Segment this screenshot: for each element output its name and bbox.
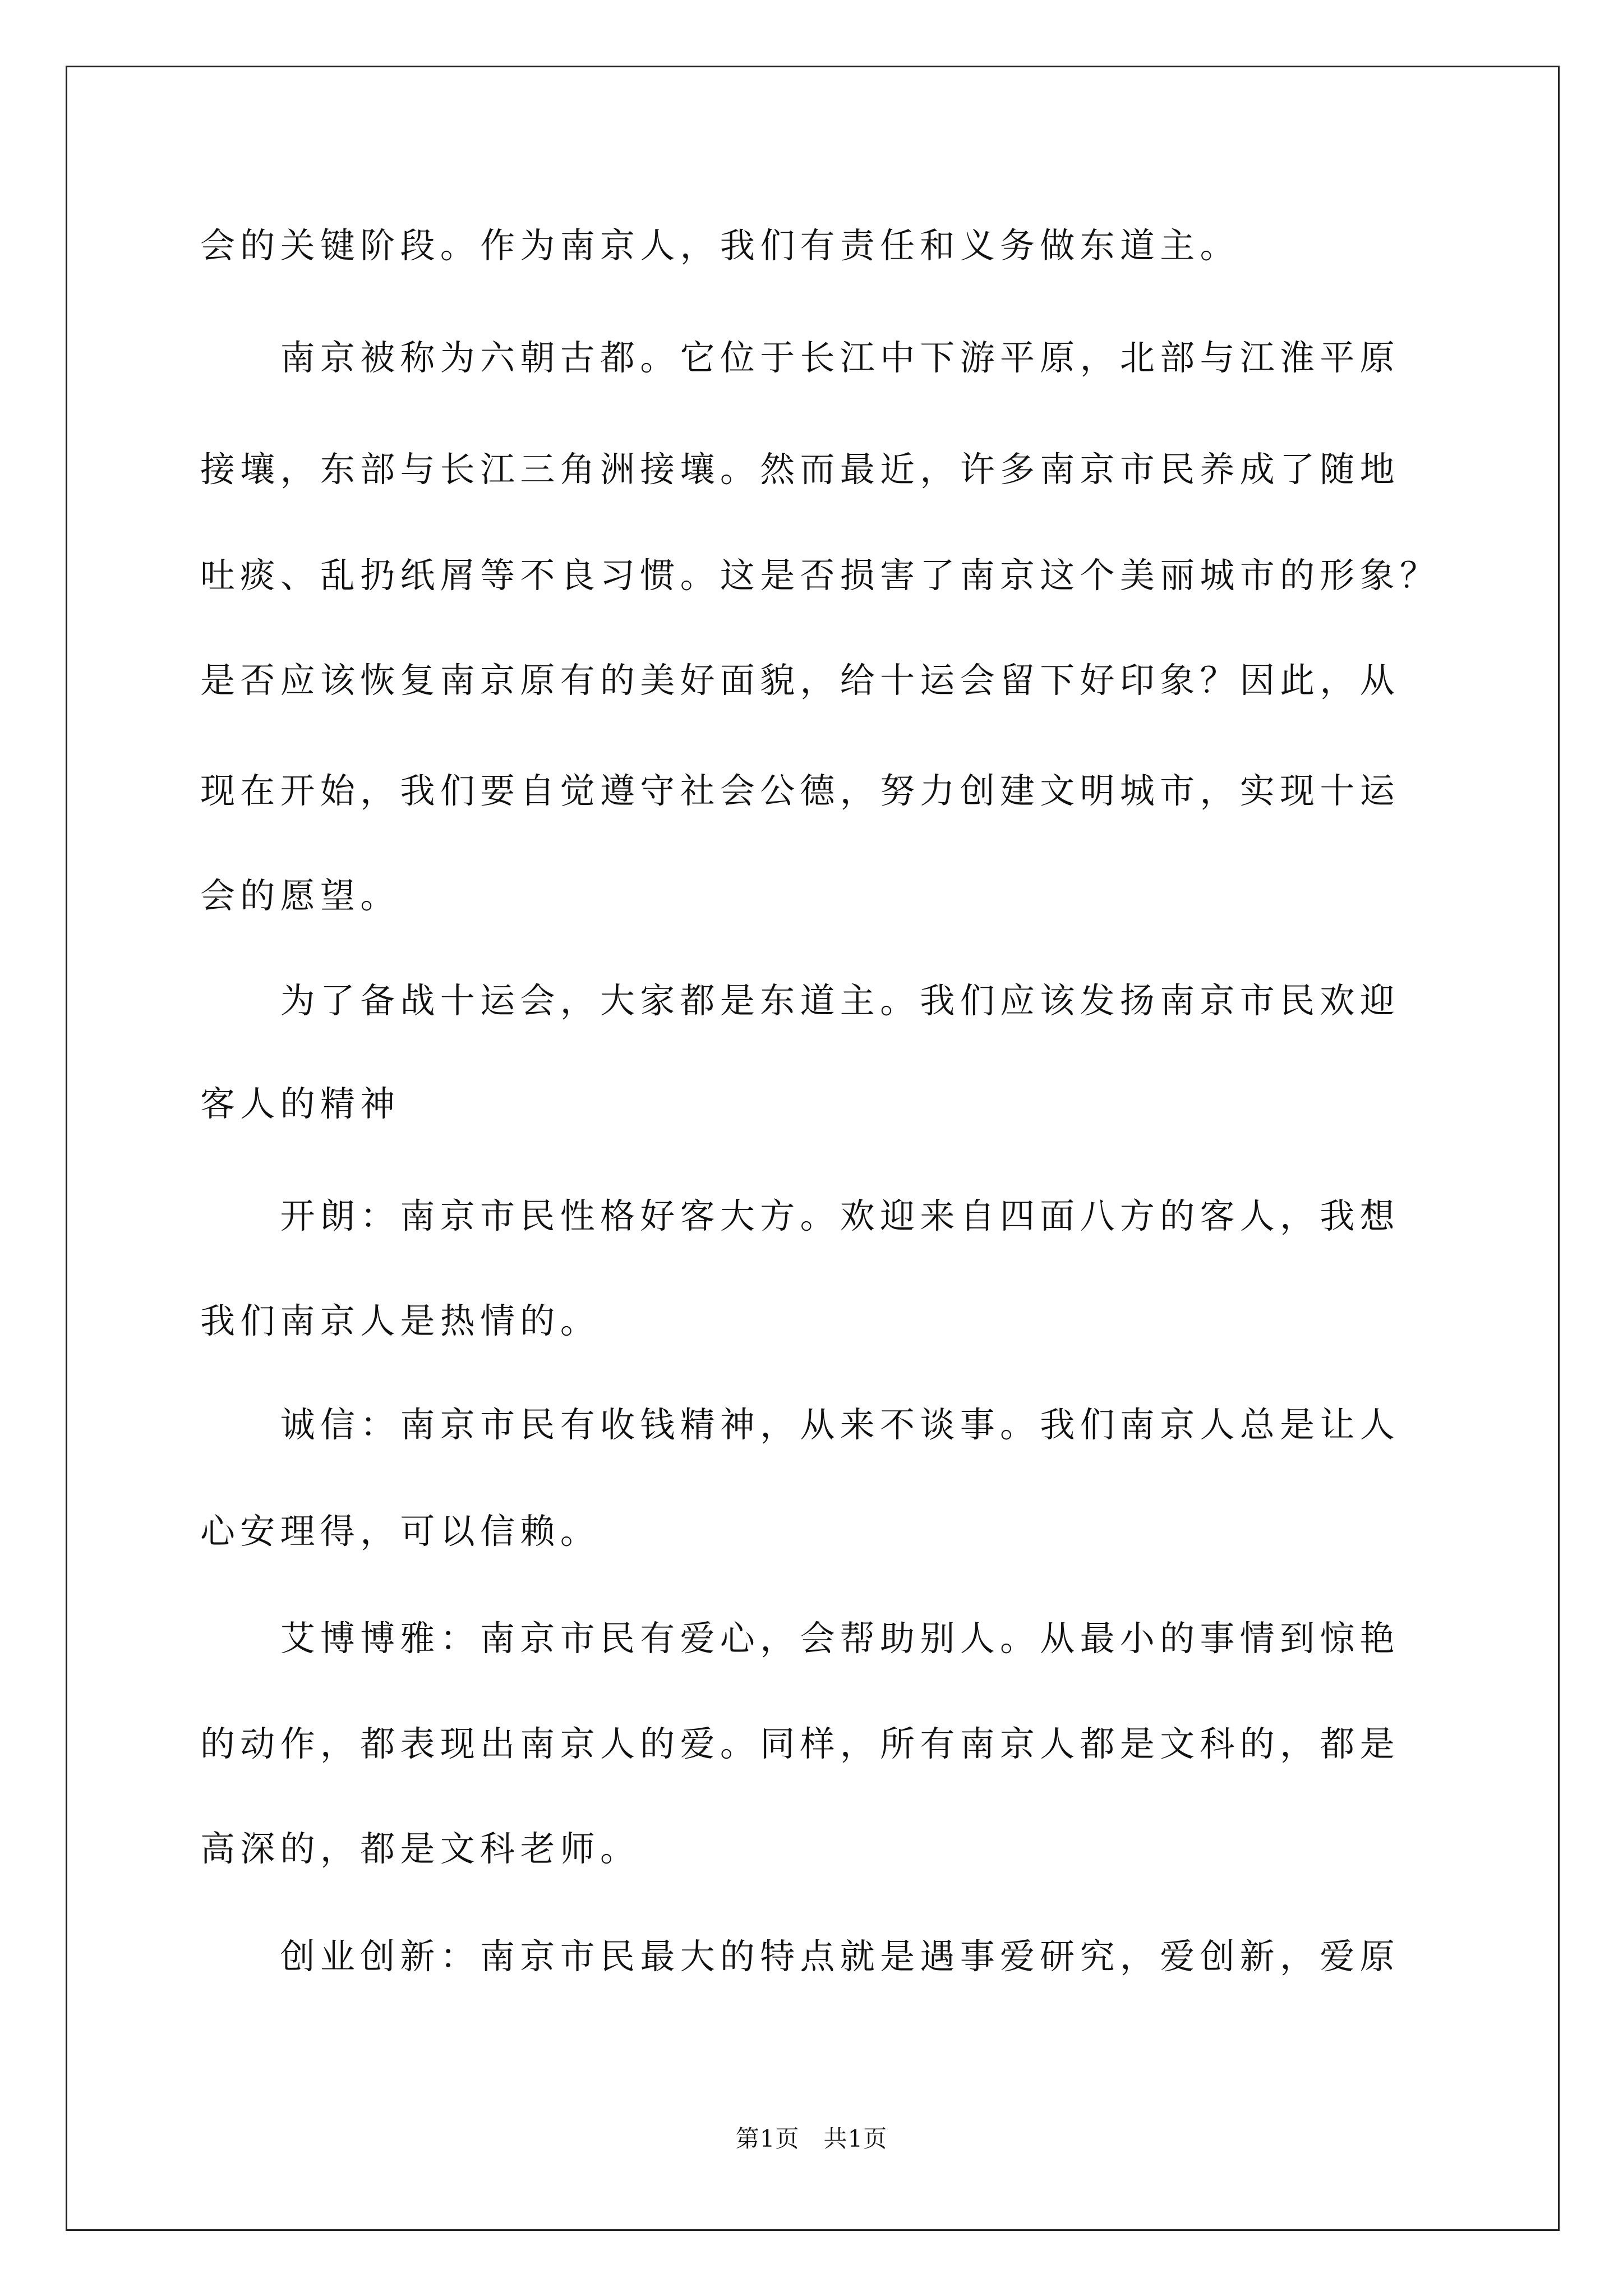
body-text-line: 为了备战十运会，大家都是东道主。我们应该发扬南京市民欢迎 [200,980,1400,1021]
body-text-line: 是否应该恢复南京原有的美好面貌，给十运会留下好印象？因此，从 [200,660,1400,701]
page-footer: 第1页 共1页 [735,2125,888,2152]
body-text-line: 南京被称为六朝古都。它位于长江中下游平原，北部与江淮平原 [200,337,1400,378]
body-text-line: 创业创新：南京市民最大的特点就是遇事爱研究，爱创新，爱原 [200,1936,1400,1977]
body-text-line: 高深的，都是文科老师。 [200,1828,640,1869]
body-text-line: 会的愿望。 [200,875,400,916]
body-text-line: 客人的精神 [200,1083,400,1124]
body-text-line: 开朗：南京市民性格好客大方。欢迎来自四面八方的客人，我想 [200,1195,1400,1236]
body-text-line: 吐痰、乱扔纸屑等不良习惯。这是否损害了南京这个美丽城市的形象？ [200,555,1440,596]
body-text-line: 艾博博雅：南京市民有爱心，会帮助别人。从最小的事情到惊艳 [200,1618,1400,1659]
body-text-line: 我们南京人是热情的。 [200,1300,601,1341]
body-text-line: 现在开始，我们要自觉遵守社会公德，努力创建文明城市，实现十运 [200,770,1400,811]
body-text-line: 会的关键阶段。作为南京人，我们有责任和义务做东道主。 [200,225,1240,266]
page-border [66,66,1560,2231]
body-text-line: 的动作，都表现出南京人的爱。同样，所有南京人都是文科的，都是 [200,1723,1400,1764]
body-text-line: 接壤，东部与长江三角洲接壤。然而最近，许多南京市民养成了随地 [200,449,1400,490]
body-text-line: 心安理得，可以信赖。 [200,1511,601,1552]
body-text-line: 诚信：南京市民有收钱精神，从来不谈事。我们南京人总是让人 [200,1404,1400,1445]
